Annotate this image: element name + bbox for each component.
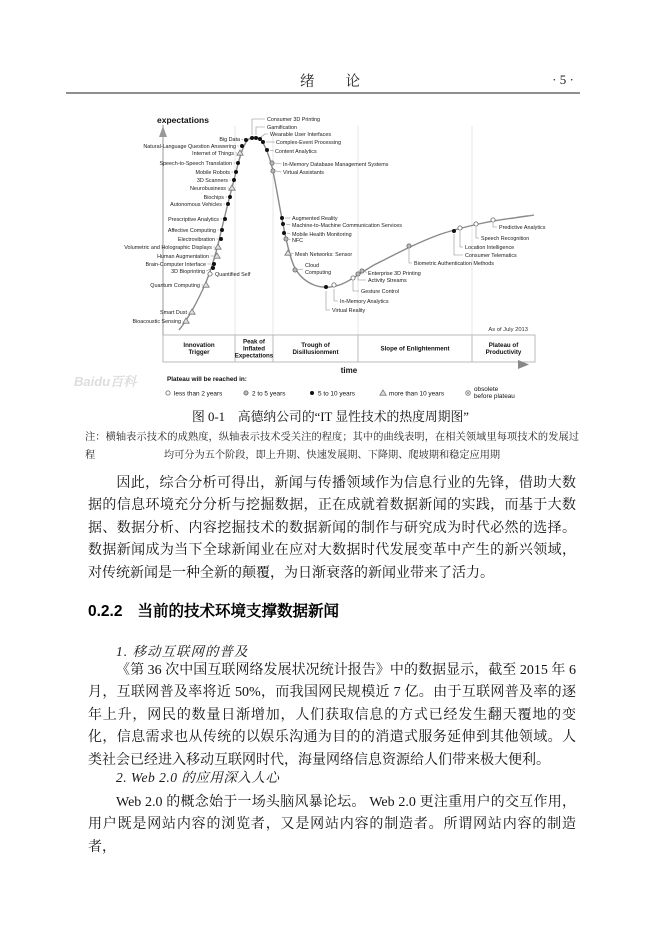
svg-text:Natural-Language Question Answ: Natural-Language Question Answering: [143, 144, 236, 150]
svg-text:Virtual Assistants: Virtual Assistants: [283, 170, 324, 176]
svg-text:Slope of Enlightenment: Slope of Enlightenment: [380, 345, 450, 353]
svg-text:Speech Recognition: Speech Recognition: [481, 236, 530, 242]
section-heading: [88, 599, 339, 621]
svg-text:Augmented Reality: Augmented Reality: [292, 216, 338, 222]
svg-text:Mesh Networks: Sensor: Mesh Networks: Sensor: [295, 252, 353, 258]
svg-text:Prescriptive Analytics: Prescriptive Analytics: [168, 217, 219, 223]
svg-text:Consumer 3D Printing: Consumer 3D Printing: [267, 117, 321, 123]
svg-text:Human Augmentation: Human Augmentation: [157, 254, 209, 260]
svg-text:Neurobusiness: Neurobusiness: [190, 186, 226, 192]
svg-text:Expectations: Expectations: [234, 352, 274, 360]
page-number: · 5 ·: [552, 72, 574, 87]
svg-text:time: time: [340, 366, 358, 375]
svg-text:Biochips: Biochips: [203, 195, 224, 201]
svg-text:Mobile Robots: Mobile Robots: [195, 170, 230, 176]
section-number: 0.2.2: [88, 603, 123, 620]
figure-caption: 图 0-1 高德纳公司的“IT 显性技术的热度周期图”: [191, 410, 469, 424]
svg-text:As of July 2013: As of July 2013: [488, 327, 528, 333]
svg-text:NFC: NFC: [292, 238, 304, 244]
svg-text:CloudComputing: Cloud Computing: [305, 263, 332, 276]
svg-text:Big Data: Big Data: [219, 137, 240, 143]
svg-text:3D Scanners: 3D Scanners: [196, 178, 228, 184]
hype-cycle-chart: [95, 110, 575, 400]
paragraph-3-text: Web 2.0 的概念始于一场头脑风暴论坛。 Web 2.0 更注重用户的交互作用，用户既是网站内容的浏览者，又是网站内容的制造者。所谓网站内容的制造者，: [88, 795, 576, 855]
subsection-item-2: 2. Web 2.0 的应用深入人心: [116, 770, 280, 785]
svg-text:Brain-Computer Interface: Brain-Computer Interface: [145, 262, 206, 268]
section-title: 当前的技术环境支撑数据新闻: [137, 603, 339, 620]
svg-text:Productivity: Productivity: [485, 349, 522, 356]
header-divider: [66, 92, 580, 94]
svg-text:In-Memory Analytics: In-Memory Analytics: [340, 299, 389, 305]
svg-text:Virtual Reality: Virtual Reality: [332, 308, 366, 314]
figure-hype-cycle: [95, 110, 575, 400]
svg-text:Inflated: Inflated: [242, 345, 266, 353]
svg-text:5 to 10 years: 5 to 10 years: [318, 390, 355, 398]
paragraph-3: [88, 792, 576, 859]
svg-text:2 to 5 years: 2 to 5 years: [252, 390, 286, 398]
svg-text:Plateau will be reached in:: Plateau will be reached in:: [167, 376, 247, 383]
svg-text:Gamification: Gamification: [267, 125, 297, 131]
svg-text:Disillusionment: Disillusionment: [292, 349, 339, 356]
svg-text:Peak of: Peak of: [242, 338, 266, 346]
svg-text:Smart Dust: Smart Dust: [160, 310, 187, 316]
svg-text:Trough of: Trough of: [301, 342, 330, 349]
svg-text:Gesture Control: Gesture Control: [361, 289, 400, 295]
svg-text:Biometric Authentication Metho: Biometric Authentication Methods: [414, 261, 495, 267]
svg-text:Content Analytics: Content Analytics: [275, 149, 317, 155]
paragraph-1-text: 因此，综合分析可得出，新闻与传播领域作为信息行业的先锋，借助大数据的信息环境充分分析与挖掘数据，正在成就着数据新闻的实践，而基于大数据、数据分析、内容挖掘技术的数据新闻的制作与研究成为时代必然的选择。数据新闻成为当下全球新闻业在应对大数据时代发展变革中产生的新兴领域，对传统新闻是一种全新的颠覆，为日渐衰落的新闻业带来了活力。: [88, 476, 576, 581]
subsection-item-1: 1. 移动互联网的普及: [116, 644, 249, 659]
watermark: Baidu百科: [74, 374, 137, 389]
svg-text:In-Memory Database Management: In-Memory Database Management Systems: [283, 162, 389, 168]
svg-text:Consumer Telematics: Consumer Telematics: [465, 253, 517, 259]
svg-text:Internet of Things: Internet of Things: [192, 151, 234, 157]
svg-text:Enterprise 3D Printing: Enterprise 3D Printing: [368, 271, 421, 277]
svg-text:obsoletebefore plateau: obsolete before plateau: [474, 386, 515, 400]
figure-note-line2: 均可分为五个阶段，即上升期、快速发展期、下降期、爬坡期和稳定应用期: [163, 450, 501, 461]
svg-text:3D Bioprinting: 3D Bioprinting: [171, 269, 205, 275]
svg-text:Plateau of: Plateau of: [488, 342, 519, 349]
header-char-left: 绪: [300, 74, 316, 90]
figure-note-line1: 注：横轴表示技术的成熟度，纵轴表示技术受关注的程度；其中的曲线表明，在相关领域里每项技术的发展过程: [85, 432, 579, 461]
svg-text:Mobile Health Monitoring: Mobile Health Monitoring: [292, 232, 352, 238]
svg-text:Bioacoustic Sensing: Bioacoustic Sensing: [132, 319, 181, 325]
header-char-right: 论: [345, 74, 361, 90]
paragraph-2: [88, 660, 576, 772]
svg-text:Electrovibration: Electrovibration: [177, 237, 215, 243]
svg-text:Quantified Self: Quantified Self: [215, 272, 251, 278]
svg-text:Activity Streams: Activity Streams: [368, 278, 407, 284]
svg-text:Volumetric and Holographic Dis: Volumetric and Holographic Displays: [124, 245, 212, 251]
svg-text:Location Intelligence: Location Intelligence: [465, 245, 515, 251]
svg-text:Autonomous Vehicles: Autonomous Vehicles: [170, 202, 222, 208]
svg-text:Innovation: Innovation: [183, 342, 215, 349]
svg-text:Wearable User Interfaces: Wearable User Interfaces: [270, 132, 332, 138]
svg-text:Complex-Event Processing: Complex-Event Processing: [276, 140, 342, 146]
svg-text:Affective Computing: Affective Computing: [167, 228, 216, 234]
svg-text:Speech-to-Speech Translation: Speech-to-Speech Translation: [159, 161, 232, 167]
svg-text:expectations: expectations: [157, 115, 209, 125]
paragraph-2-text: 《第 36 次中国互联网络发展状况统计报告》中的数据显示，截至 2015 年 6 月，互联网普及率将近 50%，而我国网民规模近 7 亿。由于互联网普及率的逐年上升，网民的数量日渐增加，人们获取信息的方式已经发生翻天覆地的变化，信息需求也从传统的以娱乐沟通为目的的消遣式服务延伸到其他领域。人类社会已经进入移动互联网时代，海量网络信息资源给人们带来极大便利。: [88, 663, 576, 768]
svg-text:Machine-to-Machine Communicati: Machine-to-Machine Communication Services: [292, 223, 402, 229]
svg-text:less than 2 years: less than 2 years: [174, 390, 223, 398]
svg-text:Quantum Computing: Quantum Computing: [150, 283, 200, 289]
paragraph-1: [88, 473, 576, 585]
svg-text:more than 10 years: more than 10 years: [389, 390, 445, 398]
svg-text:Trigger: Trigger: [188, 349, 210, 356]
svg-text:Predictive Analytics: Predictive Analytics: [499, 225, 546, 231]
